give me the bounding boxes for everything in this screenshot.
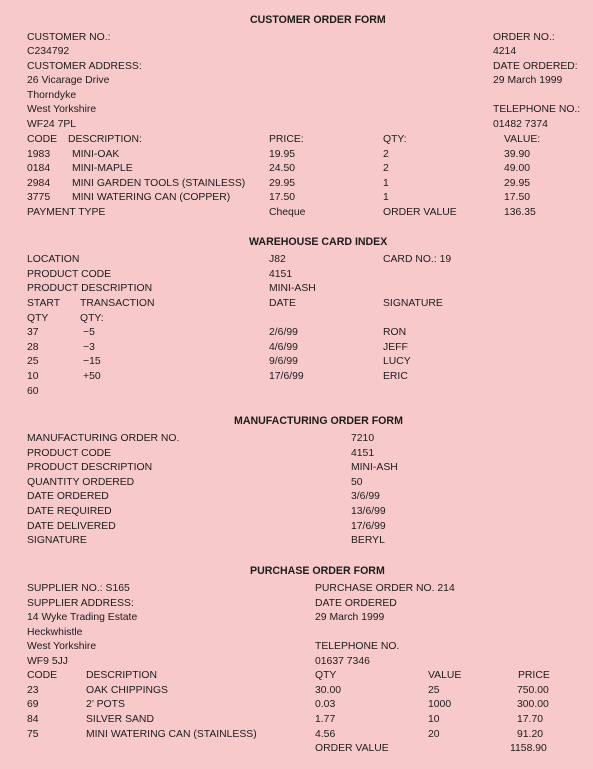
mfg-label: SIGNATURE: [27, 535, 87, 546]
po-row-code: 75: [27, 729, 39, 740]
po-order-value: 1158.90: [510, 743, 547, 754]
date-ordered: 29 March 1999: [493, 75, 563, 86]
mfg-value: 13/6/99: [351, 506, 386, 517]
stock-date: 4/6/99: [269, 342, 298, 353]
po-row-description: MINI WATERING CAN (STAINLESS): [86, 729, 257, 740]
mfg-value: 3/6/99: [351, 491, 380, 502]
purchase-title: PURCHASE ORDER FORM: [250, 565, 385, 577]
stock-change: −5: [83, 327, 95, 338]
order-row-qty: 2: [383, 149, 389, 160]
col-code-header: CODE: [27, 134, 58, 145]
mfg-value: 50: [351, 477, 363, 488]
customer-address-line: Thorndyke: [27, 90, 77, 101]
mfg-value: BERYL: [351, 535, 385, 546]
stock-date: 9/6/99: [269, 356, 298, 367]
stock-change: +50: [83, 371, 101, 382]
po-row-price: 300.00: [517, 699, 549, 710]
mfg-label: QUANTITY ORDERED: [27, 477, 135, 488]
order-row-code: 2984: [27, 178, 51, 189]
po-row-qty: 30.00: [315, 685, 342, 696]
order-row-value: 29.95: [504, 178, 531, 189]
customer-no-label: CUSTOMER NO.:: [27, 32, 111, 43]
stock-change: −3: [83, 342, 95, 353]
mfg-value: 4151: [351, 448, 375, 459]
order-row-code: 3775: [27, 192, 51, 203]
transaction-label: TRANSACTION: [80, 298, 155, 309]
order-row-value: 49.00: [504, 163, 531, 174]
po-row-code: 69: [27, 699, 39, 710]
date-label: DATE: [269, 298, 296, 309]
order-row-description: MINI WATERING CAN (COPPER): [72, 192, 231, 203]
customer-order-title: CUSTOMER ORDER FORM: [250, 14, 386, 26]
product-code-label: PRODUCT CODE: [27, 269, 112, 280]
warehouse-title: WAREHOUSE CARD INDEX: [249, 236, 388, 248]
order-row-price: 17.50: [269, 192, 296, 203]
stock-start-qty: 10: [27, 371, 39, 382]
mfg-label: PRODUCT CODE: [27, 448, 112, 459]
manufacturing-title: MANUFACTURING ORDER FORM: [234, 415, 403, 427]
product-code: 4151: [269, 269, 293, 280]
mfg-label: MANUFACTURING ORDER NO.: [27, 433, 180, 444]
po-col-code-header: CODE: [27, 670, 58, 681]
order-value-label: ORDER VALUE: [383, 207, 457, 218]
payment-type-label: PAYMENT TYPE: [27, 207, 106, 218]
stock-date: 2/6/99: [269, 327, 298, 338]
mfg-label: DATE DELIVERED: [27, 521, 116, 532]
order-row-value: 17.50: [504, 192, 531, 203]
col-description-header: DESCRIPTION:: [68, 134, 142, 145]
order-no-label: ORDER NO.:: [493, 32, 555, 43]
po-col-price-header: PRICE: [518, 670, 550, 681]
po-row-qty: 4.56: [315, 729, 336, 740]
po-col-qty-header: QTY: [315, 670, 337, 681]
po-row-code: 23: [27, 685, 39, 696]
supplier-address-line: 14 Wyke Trading Estate: [27, 612, 138, 623]
customer-address-line: WF24 7PL: [27, 119, 77, 130]
mfg-label: DATE ORDERED: [27, 491, 109, 502]
mfg-label: DATE REQUIRED: [27, 506, 112, 517]
po-row-qty: 1.77: [315, 714, 336, 725]
order-row-qty: 1: [383, 178, 389, 189]
order-row-value: 39.90: [504, 149, 531, 160]
po-row-value: 1000: [428, 699, 452, 710]
mfg-value: 17/6/99: [351, 521, 386, 532]
customer-address-line: West Yorkshire: [27, 104, 97, 115]
po-row-value: 10: [428, 714, 440, 725]
col-value-header: VALUE:: [504, 134, 541, 145]
supplier-address-line: WF9 5JJ: [27, 656, 68, 667]
order-row-description: MINI-MAPLE: [72, 163, 133, 174]
po-col-value-header: VALUE: [428, 670, 462, 681]
po-row-code: 84: [27, 714, 39, 725]
location: J82: [269, 254, 286, 265]
product-description-label: PRODUCT DESCRIPTION: [27, 283, 153, 294]
card-no: CARD NO.: 19: [383, 254, 452, 265]
telephone: 01482 7374: [493, 119, 548, 130]
order-row-code: 0184: [27, 163, 51, 174]
product-description: MINI-ASH: [269, 283, 316, 294]
order-row-price: 29.95: [269, 178, 296, 189]
po-row-description: 2’ POTS: [86, 699, 125, 710]
po-order-value-label: ORDER VALUE: [315, 743, 389, 754]
po-row-value: 20: [428, 729, 440, 740]
stock-start-qty: 28: [27, 342, 39, 353]
mfg-label: PRODUCT DESCRIPTION: [27, 462, 153, 473]
mfg-value: 7210: [351, 433, 375, 444]
order-no: 4214: [493, 46, 517, 57]
order-row-code: 1983: [27, 149, 51, 160]
col-price-header: PRICE:: [269, 134, 304, 145]
po-row-value: 25: [428, 685, 440, 696]
customer-address-line: 26 Vicarage Drive: [27, 75, 110, 86]
order-row-qty: 2: [383, 163, 389, 174]
stock-signature: RON: [383, 327, 407, 338]
po-row-qty: 0.03: [315, 699, 336, 710]
telephone-label: TELEPHONE NO.:: [493, 104, 581, 115]
po-row-price: 91.20: [517, 729, 544, 740]
customer-no: C234792: [27, 46, 70, 57]
col-qty-header: QTY:: [383, 134, 407, 145]
stock-start-qty: 37: [27, 327, 39, 338]
po-row-description: SILVER SAND: [86, 714, 154, 725]
customer-address-label: CUSTOMER ADDRESS:: [27, 61, 142, 72]
mfg-value: MINI-ASH: [351, 462, 398, 473]
po-row-price: 750.00: [517, 685, 549, 696]
order-row-description: MINI-OAK: [72, 149, 120, 160]
supplier-address-line: Heckwhistle: [27, 627, 83, 638]
qty-label: QTY: [27, 313, 49, 324]
order-row-qty: 1: [383, 192, 389, 203]
order-row-price: 24.50: [269, 163, 296, 174]
po-row-price: 17.70: [517, 714, 544, 725]
po-telephone: 01637 7346: [315, 656, 370, 667]
stock-date: 17/6/99: [269, 371, 304, 382]
po-col-description-header: DESCRIPTION: [86, 670, 158, 681]
order-value: 136.35: [504, 207, 536, 218]
po-row-description: OAK CHIPPINGS: [86, 685, 168, 696]
stock-signature: JEFF: [383, 342, 408, 353]
po-date-ordered: 29 March 1999: [315, 612, 385, 623]
location-label: LOCATION: [27, 254, 80, 265]
po-date-ordered-label: DATE ORDERED: [315, 598, 397, 609]
stock-change: −15: [83, 356, 101, 367]
stock-final-qty: 60: [27, 386, 39, 397]
payment-type: Cheque: [269, 207, 306, 218]
date-ordered-label: DATE ORDERED:: [493, 61, 578, 72]
start-label: START: [27, 298, 61, 309]
signature-label: SIGNATURE: [383, 298, 443, 309]
order-row-price: 19.95: [269, 149, 296, 160]
supplier-no: SUPPLIER NO.: S165: [27, 583, 130, 594]
supplier-address-line: West Yorkshire: [27, 641, 97, 652]
qty-change-label: QTY:: [80, 313, 104, 324]
po-telephone-label: TELEPHONE NO.: [315, 641, 400, 652]
stock-signature: LUCY: [383, 356, 411, 367]
purchase-order-no: PURCHASE ORDER NO. 214: [315, 583, 455, 594]
stock-signature: ERIC: [383, 371, 408, 382]
order-row-description: MINI GARDEN TOOLS (STAINLESS): [72, 178, 246, 189]
supplier-address-label: SUPPLIER ADDRESS:: [27, 598, 134, 609]
stock-start-qty: 25: [27, 356, 39, 367]
